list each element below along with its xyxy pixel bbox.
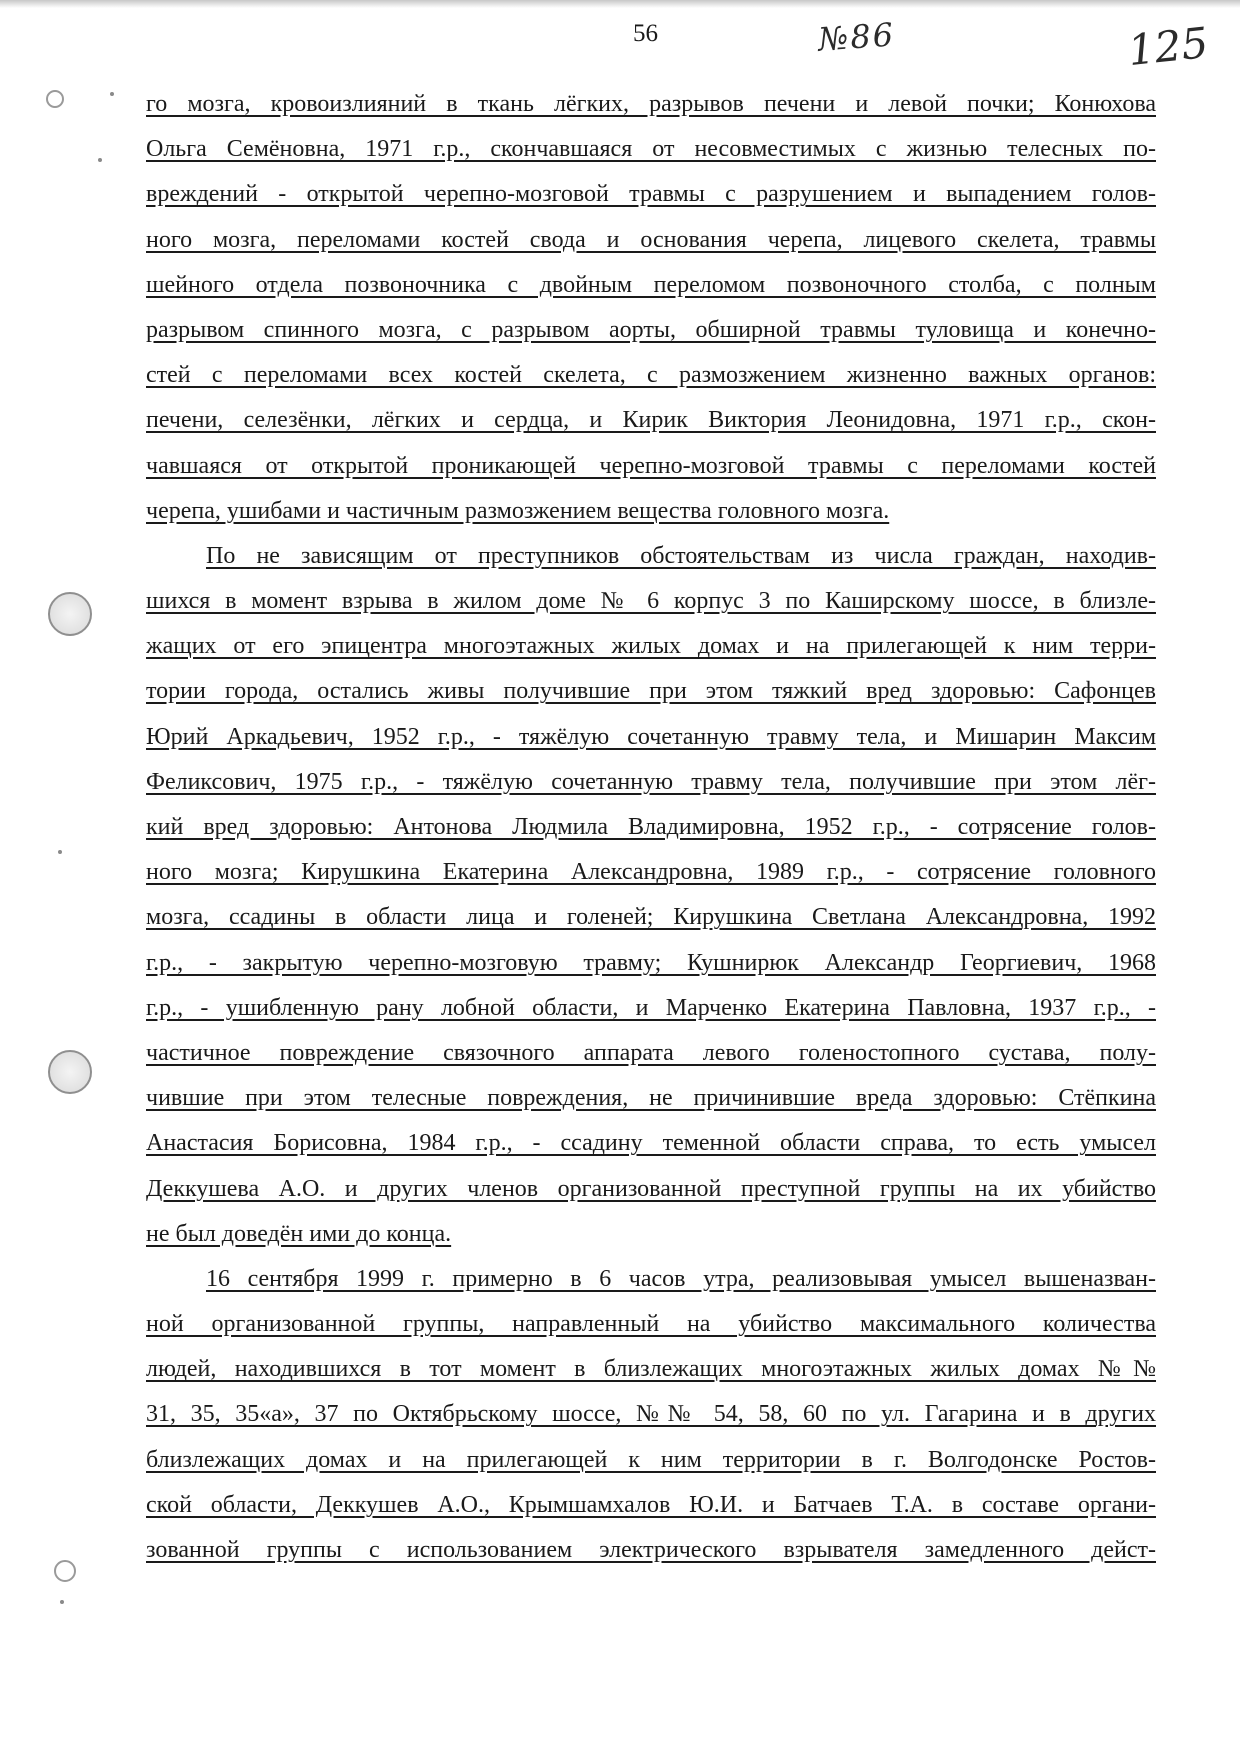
text-line-content: ного мозга; Кирушкина Екатерина Александровна, 1989 г.р., - сотрясение головного (146, 859, 1156, 886)
text-line-content: кий вред здоровью: Антонова Людмила Владимировна, 1952 г.р., - сотрясение голов- (146, 814, 1156, 840)
text-line (146, 1257, 1156, 1302)
punch-hole-mark (54, 1560, 76, 1582)
text-line (146, 941, 1156, 986)
text-line-content: 31, 35, 35«а», 37 по Октябрьскому шоссе, №№ 54, 58, 60 по ул. Гагарина и в других (146, 1401, 1156, 1428)
text-line (146, 308, 1156, 353)
text-line (146, 669, 1156, 714)
scan-speck (60, 1600, 64, 1604)
text-line-content: По не зависящим от преступников обстоятельствам из числа граждан, находив- (206, 542, 1156, 569)
text-line (146, 263, 1156, 308)
text-line (146, 82, 1156, 127)
text-line-content: чавшаяся от открытой проникающей черепно-мозговой травмы с переломами костей (146, 452, 1156, 479)
text-line-content: близлежащих домах и на прилегающей к ним территории в г. Волгодонске Ростов- (146, 1446, 1156, 1473)
text-line-content: частичное повреждение связочного аппарата левого голеностопного сустава, полу- (146, 1039, 1156, 1066)
text-line-content: вреждений - открытой черепно-мозговой травмы с разрушением и выпадением голов- (146, 181, 1156, 208)
text-line (146, 353, 1156, 398)
text-line-content: го мозга, кровоизлияний в ткань лёгких, разрывов печени и левой почки; Конюхова (146, 91, 1156, 117)
text-line (146, 1302, 1156, 1347)
text-line-content: жащих от его эпицентра многоэтажных жилых домах и на прилегающей к ним терри- (146, 633, 1156, 660)
punch-hole-mark (48, 592, 92, 636)
text-line-content: чившие при этом телесные повреждения, не причинившие вреда здоровью: Стёпкина (146, 1085, 1156, 1112)
text-line-content: людей, находившихся в тот момент в близлежащих многоэтажных жилых домах №№ (146, 1356, 1156, 1383)
punch-hole-mark (48, 1050, 92, 1094)
text-line-content: ной организованной группы, направленный на убийство максимального количества (146, 1311, 1156, 1338)
text-line (146, 127, 1156, 172)
text-line (146, 218, 1156, 263)
scan-speck (98, 158, 102, 162)
scan-edge-shadow (0, 0, 1240, 8)
scan-speck (110, 92, 114, 96)
text-line (146, 715, 1156, 760)
text-line-content: Феликсович, 1975 г.р., - тяжёлую сочетанную травму тела, получившие при этом лёг- (146, 768, 1156, 795)
text-line (146, 850, 1156, 895)
text-line-content: Ольга Семёновна, 1971 г.р., скончавшаяся от несовместимых с жизнью телесных по- (146, 136, 1156, 163)
text-line (146, 1076, 1156, 1121)
text-line-content: зованной группы с использованием электрического взрывателя замедленного дейст- (146, 1537, 1156, 1563)
text-line (146, 398, 1156, 443)
text-line (146, 1347, 1156, 1392)
scan-speck (58, 850, 62, 854)
text-line (146, 534, 1156, 579)
text-line-content: ного мозга, переломами костей свода и основания черепа, лицевого скелета, травмы (146, 226, 1156, 253)
text-line (146, 1438, 1156, 1483)
text-line (146, 1528, 1156, 1573)
text-line (146, 895, 1156, 940)
text-line (146, 1392, 1156, 1437)
text-line (146, 579, 1156, 624)
text-line (146, 624, 1156, 669)
text-line (146, 172, 1156, 217)
text-line (146, 1031, 1156, 1076)
text-line-content: г.р., - закрытую черепно-мозговую травму; Кушнирюк Александр Георгиевич, 1968 (146, 949, 1156, 976)
text-line (146, 1483, 1156, 1528)
text-line-content: ской области, Деккушев А.О., Крымшамхалов Ю.И. и Батчаев Т.А. в составе органи- (146, 1491, 1156, 1518)
text-line-content: шейного отдела позвоночника с двойным переломом позвоночного столба, с полным (146, 271, 1156, 298)
handwritten-sheet-number: 125 (1125, 17, 1211, 76)
text-line-content: черепа, ушибами и частичным размозжением вещества головного мозга. (146, 497, 890, 524)
handwritten-case-number: №86 (816, 15, 897, 59)
text-line (146, 1212, 1156, 1257)
text-line-content: не был доведён ими до конца. (146, 1220, 452, 1247)
text-line (146, 444, 1156, 489)
text-line-content: тории города, остались живы получившие при этом тяжкий вред здоровью: Сафонцев (146, 678, 1156, 705)
text-line-content: мозга, ссадины в области лица и голеней; Кирушкина Светлана Александровна, 1992 (146, 904, 1156, 931)
text-line-content: шихся в момент взрыва в жилом доме № 6 корпус 3 по Каширскому шоссе, в близле- (146, 588, 1156, 615)
page-number: 56 (633, 20, 658, 47)
text-line-content: 16 сентября 1999 г. примерно в 6 часов утра, реализовывая умысел вышеназван- (206, 1265, 1156, 1292)
text-line (146, 489, 1156, 534)
text-line-content: разрывом спинного мозга, с разрывом аорты, обширной травмы туловища и конечно- (146, 316, 1156, 343)
text-line (146, 760, 1156, 805)
text-line-content: печени, селезёнки, лёгких и сердца, и Кирик Виктория Леонидовна, 1971 г.р., скон- (146, 407, 1156, 434)
text-line-content: Деккушева А.О. и других членов организованной преступной группы на их убийство (146, 1175, 1156, 1202)
punch-hole-mark (46, 90, 64, 108)
text-line (146, 805, 1156, 850)
text-line-content: стей с переломами всех костей скелета, с размозжением жизненно важных органов: (146, 362, 1156, 389)
document-body-text (146, 82, 1156, 1573)
text-line-content: Анастасия Борисовна, 1984 г.р., - ссадину теменной области справа, то есть умысел (146, 1130, 1156, 1157)
text-line-content: г.р., - ушибленную рану лобной области, и Марченко Екатерина Павловна, 1937 г.р., - (146, 994, 1156, 1021)
text-line (146, 1167, 1156, 1212)
text-line (146, 1121, 1156, 1166)
text-line-content: Юрий Аркадьевич, 1952 г.р., - тяжёлую сочетанную травму тела, и Мишарин Максим (146, 723, 1156, 750)
text-line (146, 986, 1156, 1031)
